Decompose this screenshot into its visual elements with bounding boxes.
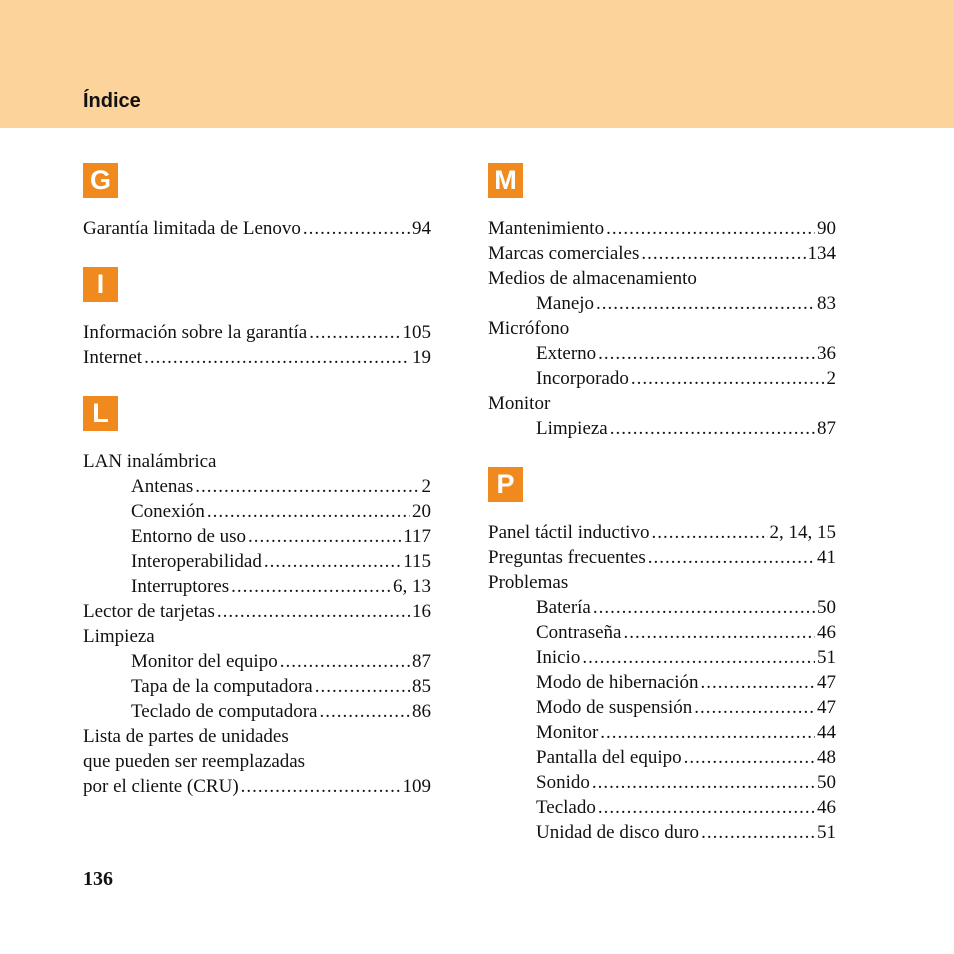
entry-label: Pantalla del equipo	[536, 747, 682, 768]
entry-label: Panel táctil inductivo	[488, 522, 650, 543]
entry-label: Modo de suspensión	[536, 697, 693, 718]
index-entry	[83, 345, 431, 370]
entry-label: Monitor	[536, 722, 599, 743]
dot-leader	[144, 345, 410, 370]
dot-leader	[596, 291, 815, 316]
entry-label: Teclado de computadora	[131, 701, 318, 722]
entry-page-number: 6, 13	[393, 576, 431, 597]
index-subentry	[488, 291, 836, 316]
entry-label: Micrófono	[488, 318, 570, 339]
dot-leader	[319, 699, 410, 724]
entry-page-number: 50	[817, 597, 836, 618]
entry-label: Antenas	[131, 476, 194, 497]
index-subentry	[488, 416, 836, 441]
dot-leader	[315, 674, 410, 699]
entry-label: Sonido	[536, 772, 590, 793]
index-subentry	[488, 770, 836, 795]
entry-label: que pueden ser reemplazadas	[83, 751, 306, 772]
dot-leader	[606, 216, 815, 241]
dot-leader	[598, 341, 815, 366]
entry-page-number: 85	[412, 676, 431, 697]
dot-leader	[303, 216, 410, 241]
index-subentry	[488, 595, 836, 620]
entry-label: Marcas comerciales	[488, 243, 640, 264]
index-entry-list	[83, 320, 431, 370]
entry-page-number: 115	[403, 551, 431, 572]
entry-label: Medios de almacenamiento	[488, 268, 697, 289]
entry-page-number: 41	[817, 547, 836, 568]
index-entry	[488, 241, 836, 266]
entry-label: Información sobre la garantía	[83, 322, 308, 343]
dot-leader	[651, 520, 767, 545]
index-entry	[83, 599, 431, 624]
index-entry	[488, 545, 836, 570]
index-entry	[83, 216, 431, 241]
section-letter-badge: L	[83, 396, 118, 431]
entry-page-number: 51	[817, 822, 836, 843]
index-entry	[488, 216, 836, 241]
header-band	[0, 0, 954, 128]
entry-page-number: 19	[412, 347, 431, 368]
index-entry	[83, 449, 431, 474]
dot-leader	[694, 695, 815, 720]
index-entry	[83, 749, 431, 774]
entry-page-number: 44	[817, 722, 836, 743]
entry-page-number: 51	[817, 647, 836, 668]
entry-label: Lista de partes de unidades	[83, 726, 289, 747]
entry-label: Limpieza	[83, 626, 155, 647]
entry-page-number: 90	[817, 218, 836, 239]
entry-label: Externo	[536, 343, 597, 364]
entry-page-number: 16	[412, 601, 431, 622]
entry-page-number: 47	[817, 697, 836, 718]
index-subentry	[83, 649, 431, 674]
index-entry-list	[83, 216, 431, 241]
entry-label: Manejo	[536, 293, 595, 314]
index-entry	[488, 316, 836, 341]
entry-page-number: 87	[412, 651, 431, 672]
section-letter-badge: G	[83, 163, 118, 198]
index-entry-list	[488, 216, 836, 441]
entry-page-number: 105	[402, 322, 431, 343]
dot-leader	[641, 241, 805, 266]
entry-label: Internet	[83, 347, 143, 368]
index-subentry	[488, 745, 836, 770]
dot-leader	[582, 645, 815, 670]
index-entry	[83, 724, 431, 749]
index-entry	[83, 320, 431, 345]
entry-label: Conexión	[131, 501, 205, 522]
index-section	[488, 467, 836, 845]
index-subentry	[83, 474, 431, 499]
index-column-left	[83, 163, 431, 799]
index-entry	[488, 520, 836, 545]
entry-label: por el cliente (CRU)	[83, 776, 239, 797]
entry-label: Tapa de la computadora	[131, 676, 313, 697]
entry-label: LAN inalámbrica	[83, 451, 217, 472]
entry-label: Contraseña	[536, 622, 622, 643]
dot-leader	[631, 366, 825, 391]
dot-leader	[623, 620, 815, 645]
index-section	[83, 396, 431, 799]
entry-page-number: 2	[421, 476, 431, 497]
index-subentry	[83, 524, 431, 549]
dot-leader	[701, 670, 815, 695]
entry-page-number: 46	[817, 622, 836, 643]
index-column-right	[488, 163, 836, 845]
index-subentry	[83, 674, 431, 699]
header-title: Índice	[83, 90, 141, 112]
index-entry	[488, 570, 836, 595]
dot-leader	[217, 599, 410, 624]
index-entry	[83, 774, 431, 799]
entry-label: Preguntas frecuentes	[488, 547, 646, 568]
section-letter-badge: M	[488, 163, 523, 198]
entry-label: Interoperabilidad	[131, 551, 262, 572]
entry-label: Modo de hibernación	[536, 672, 699, 693]
section-letter-badge: P	[488, 467, 523, 502]
index-entry-list	[488, 520, 836, 845]
dot-leader	[684, 745, 815, 770]
entry-label: Unidad de disco duro	[536, 822, 700, 843]
index-subentry	[488, 670, 836, 695]
index-section	[83, 163, 431, 241]
index-section	[488, 163, 836, 441]
index-subentry	[488, 645, 836, 670]
index-subentry	[488, 820, 836, 845]
index-entry	[488, 391, 836, 416]
dot-leader	[600, 720, 815, 745]
entry-label: Interruptores	[131, 576, 230, 597]
entry-label: Problemas	[488, 572, 569, 593]
entry-label: Mantenimiento	[488, 218, 605, 239]
index-entry-list	[83, 449, 431, 799]
dot-leader	[610, 416, 815, 441]
entry-page-number: 47	[817, 672, 836, 693]
dot-leader	[264, 549, 401, 574]
entry-page-number: 94	[412, 218, 431, 239]
dot-leader	[648, 545, 815, 570]
entry-label: Entorno de uso	[131, 526, 247, 547]
entry-page-number: 48	[817, 747, 836, 768]
dot-leader	[598, 795, 815, 820]
dot-leader	[593, 595, 815, 620]
index-entry	[83, 624, 431, 649]
entry-page-number: 46	[817, 797, 836, 818]
entry-page-number: 87	[817, 418, 836, 439]
entry-page-number: 20	[412, 501, 431, 522]
entry-page-number: 36	[817, 343, 836, 364]
index-subentry	[488, 620, 836, 645]
entry-page-number: 134	[807, 243, 836, 264]
index-subentry	[488, 366, 836, 391]
entry-page-number: 83	[817, 293, 836, 314]
index-subentry	[488, 341, 836, 366]
index-subentry	[83, 574, 431, 599]
entry-label: Limpieza	[536, 418, 608, 439]
dot-leader	[280, 649, 410, 674]
entry-label: Teclado	[536, 797, 596, 818]
dot-leader	[701, 820, 815, 845]
index-section	[83, 267, 431, 370]
entry-page-number: 86	[412, 701, 431, 722]
entry-page-number: 50	[817, 772, 836, 793]
entry-label: Monitor	[488, 393, 551, 414]
entry-page-number: 117	[403, 526, 431, 547]
index-subentry	[83, 499, 431, 524]
section-letter-badge: I	[83, 267, 118, 302]
index-subentry	[488, 795, 836, 820]
entry-label: Batería	[536, 597, 591, 618]
page-number: 136	[83, 868, 113, 890]
entry-label: Garantía limitada de Lenovo	[83, 218, 301, 239]
entry-page-number: 2	[826, 368, 836, 389]
dot-leader	[241, 774, 401, 799]
index-subentry	[488, 695, 836, 720]
dot-leader	[248, 524, 401, 549]
index-subentry	[83, 549, 431, 574]
entry-label: Incorporado	[536, 368, 629, 389]
entry-page-number: 109	[402, 776, 431, 797]
dot-leader	[309, 320, 400, 345]
entry-label: Lector de tarjetas	[83, 601, 215, 622]
dot-leader	[207, 499, 410, 524]
entry-label: Inicio	[536, 647, 581, 668]
entry-label: Monitor del equipo	[131, 651, 278, 672]
dot-leader	[592, 770, 815, 795]
dot-leader	[195, 474, 419, 499]
index-entry	[488, 266, 836, 291]
entry-page-number: 2, 14, 15	[769, 522, 836, 543]
index-subentry	[83, 699, 431, 724]
index-subentry	[488, 720, 836, 745]
dot-leader	[231, 574, 391, 599]
